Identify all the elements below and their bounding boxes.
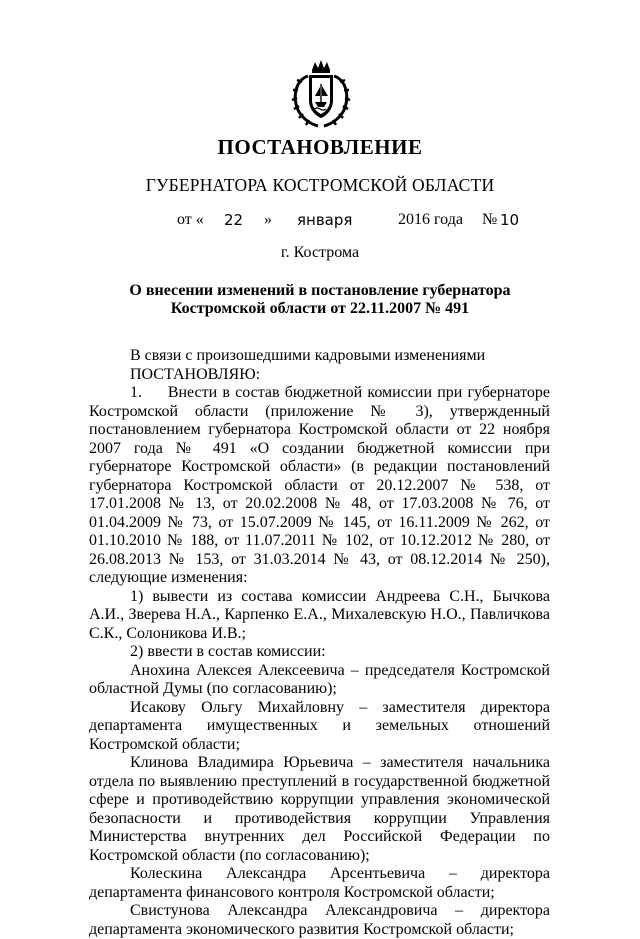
member-paragraph: Свистунова Александра Александровича – директора департамента экономического развития Костромской области; <box>89 902 550 938</box>
date-day: 22 <box>224 211 244 229</box>
date-month: января <box>297 211 353 229</box>
date-line <box>0 211 640 235</box>
document-heading <box>0 282 640 318</box>
member-paragraph: Анохина Алексея Алексеевича – председателя Костромской областной Думы (по согласованию); <box>89 661 550 697</box>
number-sign: № <box>482 211 498 228</box>
preamble-paragraph: В связи с произошедшими кадровыми изменениями <box>130 347 486 364</box>
member-paragraph: Колескина Александра Арсентьевича – директора департамента финансового контроля Костромской области; <box>89 865 550 901</box>
document-number: 10 <box>500 211 520 229</box>
document-title: ПОСТАНОВЛЕНИЕ <box>217 135 423 159</box>
resolve-heading: ПОСТАНОВЛЯЮ: <box>130 365 261 383</box>
add-members-heading: 2) ввести в состав комиссии: <box>130 643 326 660</box>
city-name: г. Кострома <box>280 244 360 261</box>
date-prefix: от « <box>177 211 204 228</box>
member-paragraph: Исакову Ольгу Михайловну – заместителя директора департамента имущественных и земельных отношений Костромской области; <box>89 698 550 753</box>
date-close-quote: » <box>264 211 272 228</box>
document-issuer: ГУБЕРНАТОРА КОСТРОМСКОЙ ОБЛАСТИ <box>145 175 495 195</box>
heading-line: О внесении изменений в постановление губернатора <box>129 282 511 299</box>
remove-members-paragraph: 1) вывести из состава комиссии Андреева С.Н., Бычкова А.И., Зверева Н.А., Карпенко Е.А., Михалевскую Н.О., Павличкова С.К., Солоникова И.В.; <box>89 587 550 642</box>
member-paragraph: Клинова Владимира Юрьевича – заместителя начальника отдела по выявлению преступлений в государственной бюджетной сфере и противодействию коррупции управления экономической безопасности и противодействия коррупции Управления Министерства внутренних дел Российской Федерации по Костромской области (по согласованию); <box>89 754 550 864</box>
document-body <box>89 347 550 939</box>
date-year: 2016 года <box>398 211 463 228</box>
heading-line: Костромской области от 22.11.2007 № 491 <box>170 300 470 317</box>
coat-of-arms-icon <box>288 58 354 130</box>
clause-1-paragraph: 1. Внести в состав бюджетной комиссии при губернаторе Костромской области (приложение № 3), утвержденный постановлением губернатора Костромской области от 22 ноября 2007 года № 491 «О создании бюджетной комиссии при губернаторе Костромской области» (в редакции постановлений губернатора Костромской области от 20.12.2007 № 538, от 17.01.2008 № 13, от 20.02.2008 № 48, от 17.03.2008 № 76, от 01.04.2009 № 73, от 15.07.2009 № 145, от 16.11.2009 № 262, от 01.10.2010 № 188, от 11.07.2011 № 102, от 10.12.2012 № 280, от 26.08.2013 № 153, от 31.03.2014 № 43, от 08.12.2014 № 250), следующие изменения: <box>89 384 550 586</box>
